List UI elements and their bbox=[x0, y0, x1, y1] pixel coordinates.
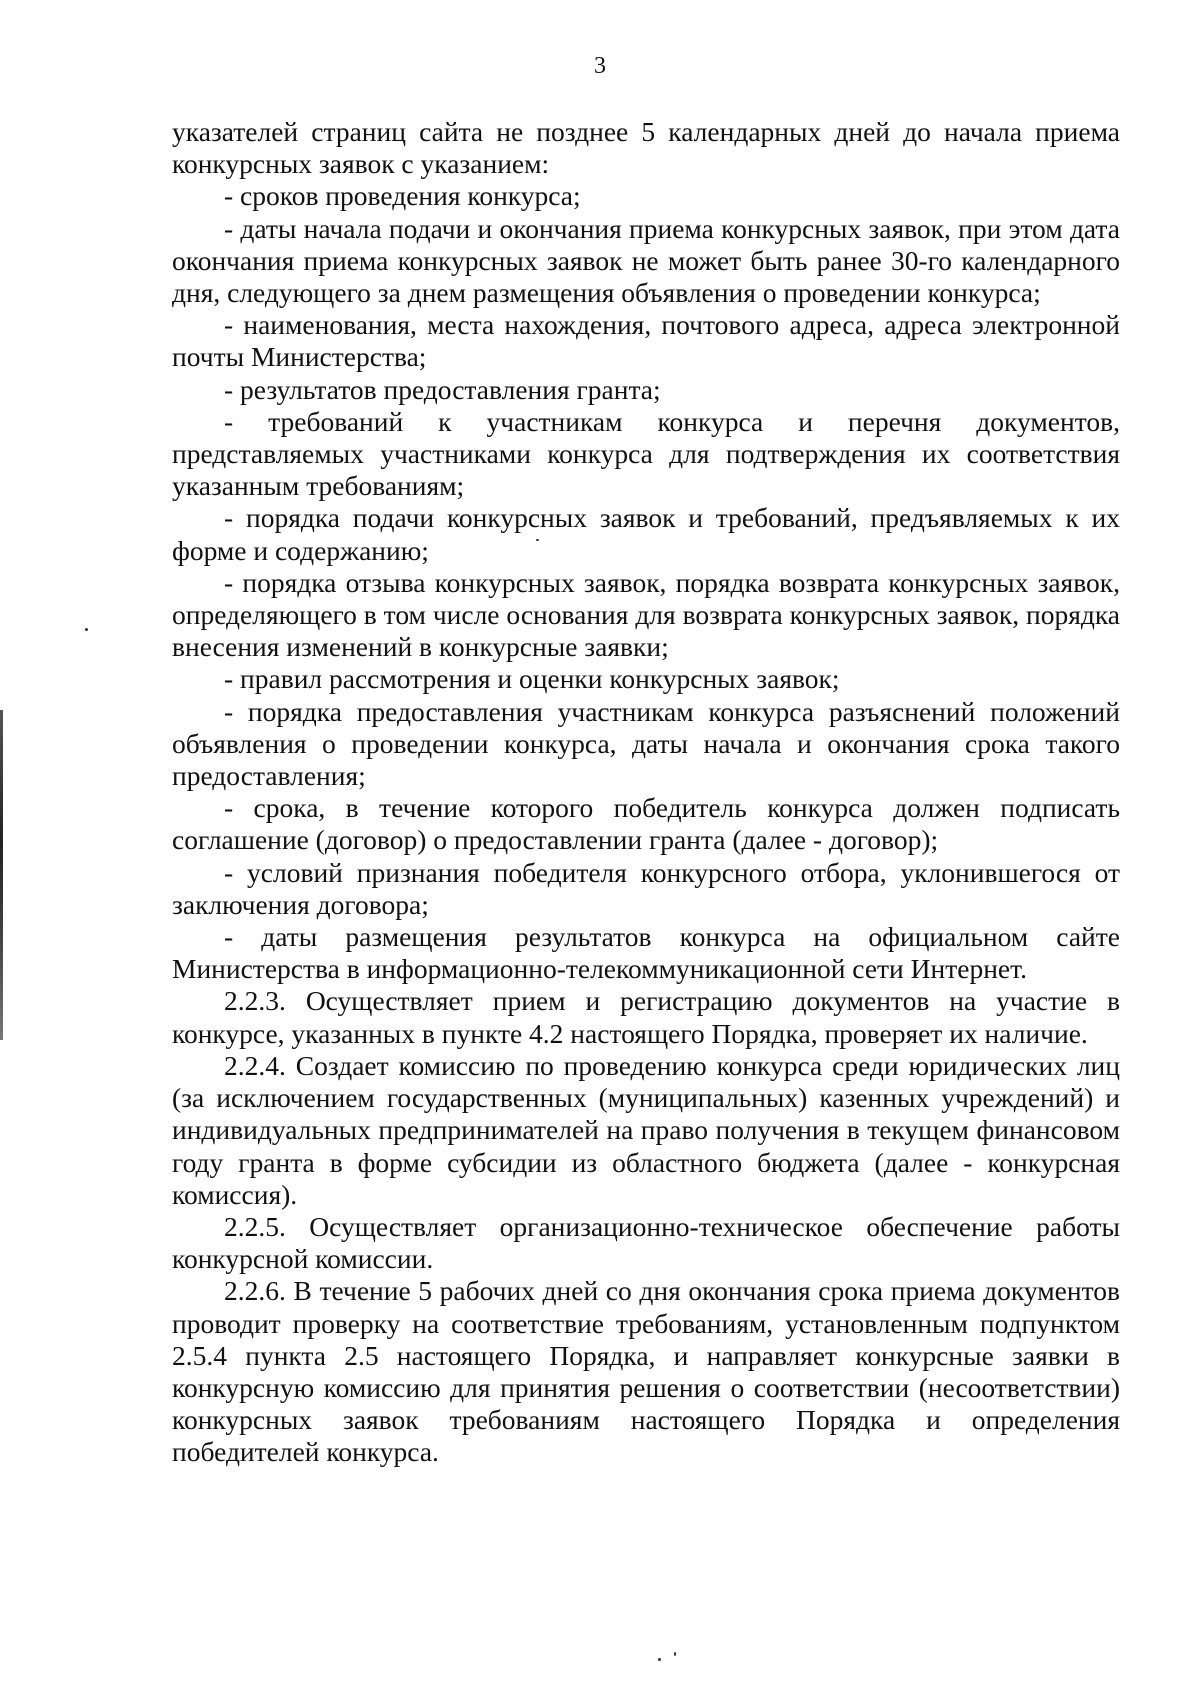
list-item-signing-deadline: - срока, в течение которого победитель конкурса должен подписать соглашение (договор) о предоставлении гранта (далее - договор); bbox=[172, 792, 1120, 856]
list-item-grant-results: - результатов предоставления гранта; bbox=[224, 373, 661, 405]
clause-2-2-3: 2.2.3. Осуществляет прием и регистрацию документов на участие в конкурсе, указанных в пункте 4.2 настоящего Порядка, проверяет их наличие. bbox=[172, 985, 1120, 1049]
paragraph-continuation: указателей страниц сайта не позднее 5 календарных дней до начала приема конкурсных заявок с указанием: bbox=[172, 116, 1120, 180]
scan-speck bbox=[85, 628, 88, 631]
scan-edge-artifact bbox=[0, 710, 3, 1040]
list-item-participant-requirements: - требований к участникам конкурса и перечня документов, представляемых участниками конкурса для подтверждения их соответствия указанным требованиям; bbox=[172, 405, 1120, 502]
list-item-withdrawal-procedure: - порядка отзыва конкурсных заявок, порядка возврата конкурсных заявок, определяющего в том числе основания для возврата конкурсных заявок, порядка внесения изменений в конкурсные заявки; bbox=[172, 566, 1120, 663]
list-item-evasion-conditions: - условий признания победителя конкурсного отбора, уклонившегося от заключения договора; bbox=[172, 856, 1120, 920]
list-item-clarifications: - порядка предоставления участникам конкурса разъяснений положений объявления о проведении конкурса, даты начала и окончания срока такого предоставления; bbox=[172, 695, 1120, 792]
scan-speck bbox=[658, 1658, 661, 1661]
list-item-submission-procedure: - порядка подачи конкурсных заявок и требований, предъявляемых к их форме и содержанию; bbox=[172, 502, 1120, 566]
clause-2-2-6: 2.2.6. В течение 5 рабочих дней со дня окончания срока приема документов проводит проверку на соответствие требованиям, установленным подпунктом 2.5.4 пункта 2.5 настоящего Порядка, и направляет конкурсные заявки в конкурсную комиссию для принятия решения о соответствии (несоответствии) конкурсных заявок требованиям настоящего Порядка и определения победителей конкурса. bbox=[172, 1275, 1120, 1468]
scan-speck bbox=[674, 1652, 676, 1656]
list-item-terms: - сроков проведения конкурса; bbox=[224, 180, 581, 212]
list-item-dates: - даты начала подачи и окончания приема конкурсных заявок, при этом дата окончания приема конкурсных заявок не может быть ранее 30-го календарного дня, следующего за днем размещения объявления о проведении конкурса; bbox=[172, 212, 1120, 309]
clause-2-2-4: 2.2.4. Создает комиссию по проведению конкурса среди юридических лиц (за исключением государственных (муниципальных) казенных учреждений) и индивидуальных предпринимателей на право получения в текущем финансовом году гранта в форме субсидии из областного бюджета (далее - конкурсная комиссия). bbox=[172, 1049, 1120, 1210]
list-item-results-publication: - даты размещения результатов конкурса на официальном сайте Министерства в информационно-телекоммуникационной сети Интернет. bbox=[172, 921, 1120, 985]
page-number: 3 bbox=[594, 53, 606, 79]
clause-2-2-5: 2.2.5. Осуществляет организационно-техническое обеспечение работы конкурсной комиссии. bbox=[172, 1210, 1120, 1275]
document-body bbox=[172, 116, 1120, 1469]
list-item-evaluation-rules: - правил рассмотрения и оценки конкурсных заявок; bbox=[224, 663, 840, 695]
list-item-ministry-contacts: - наименования, места нахождения, почтового адреса, адреса электронной почты Министерства; bbox=[172, 309, 1120, 373]
